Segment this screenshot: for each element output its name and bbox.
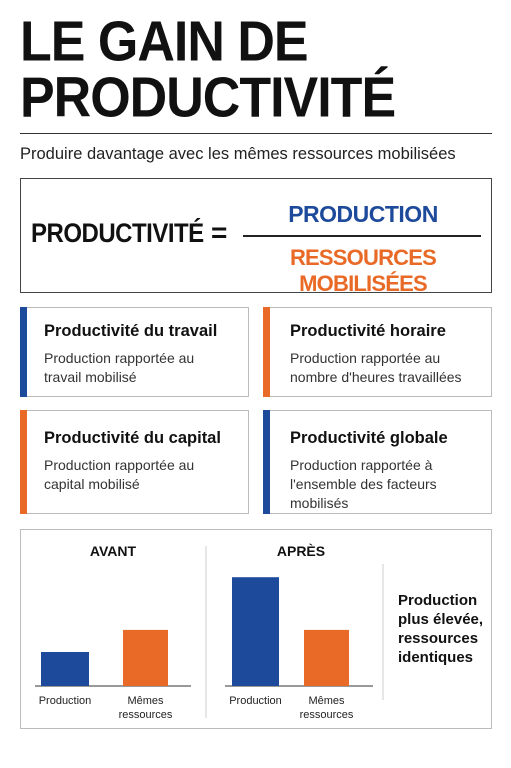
panel-title: APRÈS	[276, 543, 326, 559]
card-description: Production rapportée à l'ensemble des facteurs mobilisés	[290, 457, 437, 511]
card-productivite-travail	[20, 307, 249, 397]
title-divider	[20, 133, 492, 134]
card-title: Productivité du travail	[44, 322, 218, 340]
tick-label: ressources	[299, 709, 354, 721]
chart-conclusion: Production plus élevée, ressources identiques	[398, 592, 484, 666]
card-productivite-capital	[20, 410, 249, 514]
fraction-bar	[243, 235, 481, 237]
card-accent-bar	[20, 410, 27, 514]
card-title: Productivité globale	[290, 429, 448, 447]
bar-ressources	[123, 630, 168, 686]
formula-box	[20, 178, 492, 296]
card-description: Production rapportée au travail mobilisé	[44, 350, 195, 385]
bar-production	[232, 577, 279, 686]
card-productivite-globale	[263, 410, 492, 514]
card-productivite-horaire	[263, 307, 492, 397]
tick-label: Mêmes	[308, 695, 345, 707]
bar-ressources	[304, 630, 349, 686]
page-subtitle: Produire davantage avec les mêmes ressources mobilisées	[20, 145, 456, 163]
formula-denominator: RESSOURCES MOBILISÉES	[289, 245, 437, 296]
card-title: Productivité horaire	[290, 322, 446, 340]
tick-label: ressources	[118, 709, 173, 721]
formula-equals-sign: =	[211, 217, 228, 248]
card-accent-bar	[20, 307, 27, 397]
tick-label: Production	[38, 695, 92, 707]
before-after-chart	[20, 529, 492, 729]
card-title: Productivité du capital	[44, 429, 221, 447]
formula-left-term: PRODUCTIVITÉ	[31, 219, 204, 249]
card-description: Production rapportée au nombre d'heures travaillées	[290, 350, 462, 385]
formula-numerator: PRODUCTION	[288, 201, 438, 227]
card-description: Production rapportée au capital mobilisé	[44, 457, 195, 492]
panel-title: AVANT	[89, 543, 137, 559]
page-title: LE GAIN DE PRODUCTIVITÉ	[20, 10, 396, 130]
tick-label: Mêmes	[127, 695, 164, 707]
card-accent-bar	[263, 410, 270, 514]
bar-production	[41, 652, 89, 686]
card-accent-bar	[263, 307, 270, 397]
tick-label: Production	[229, 695, 282, 707]
